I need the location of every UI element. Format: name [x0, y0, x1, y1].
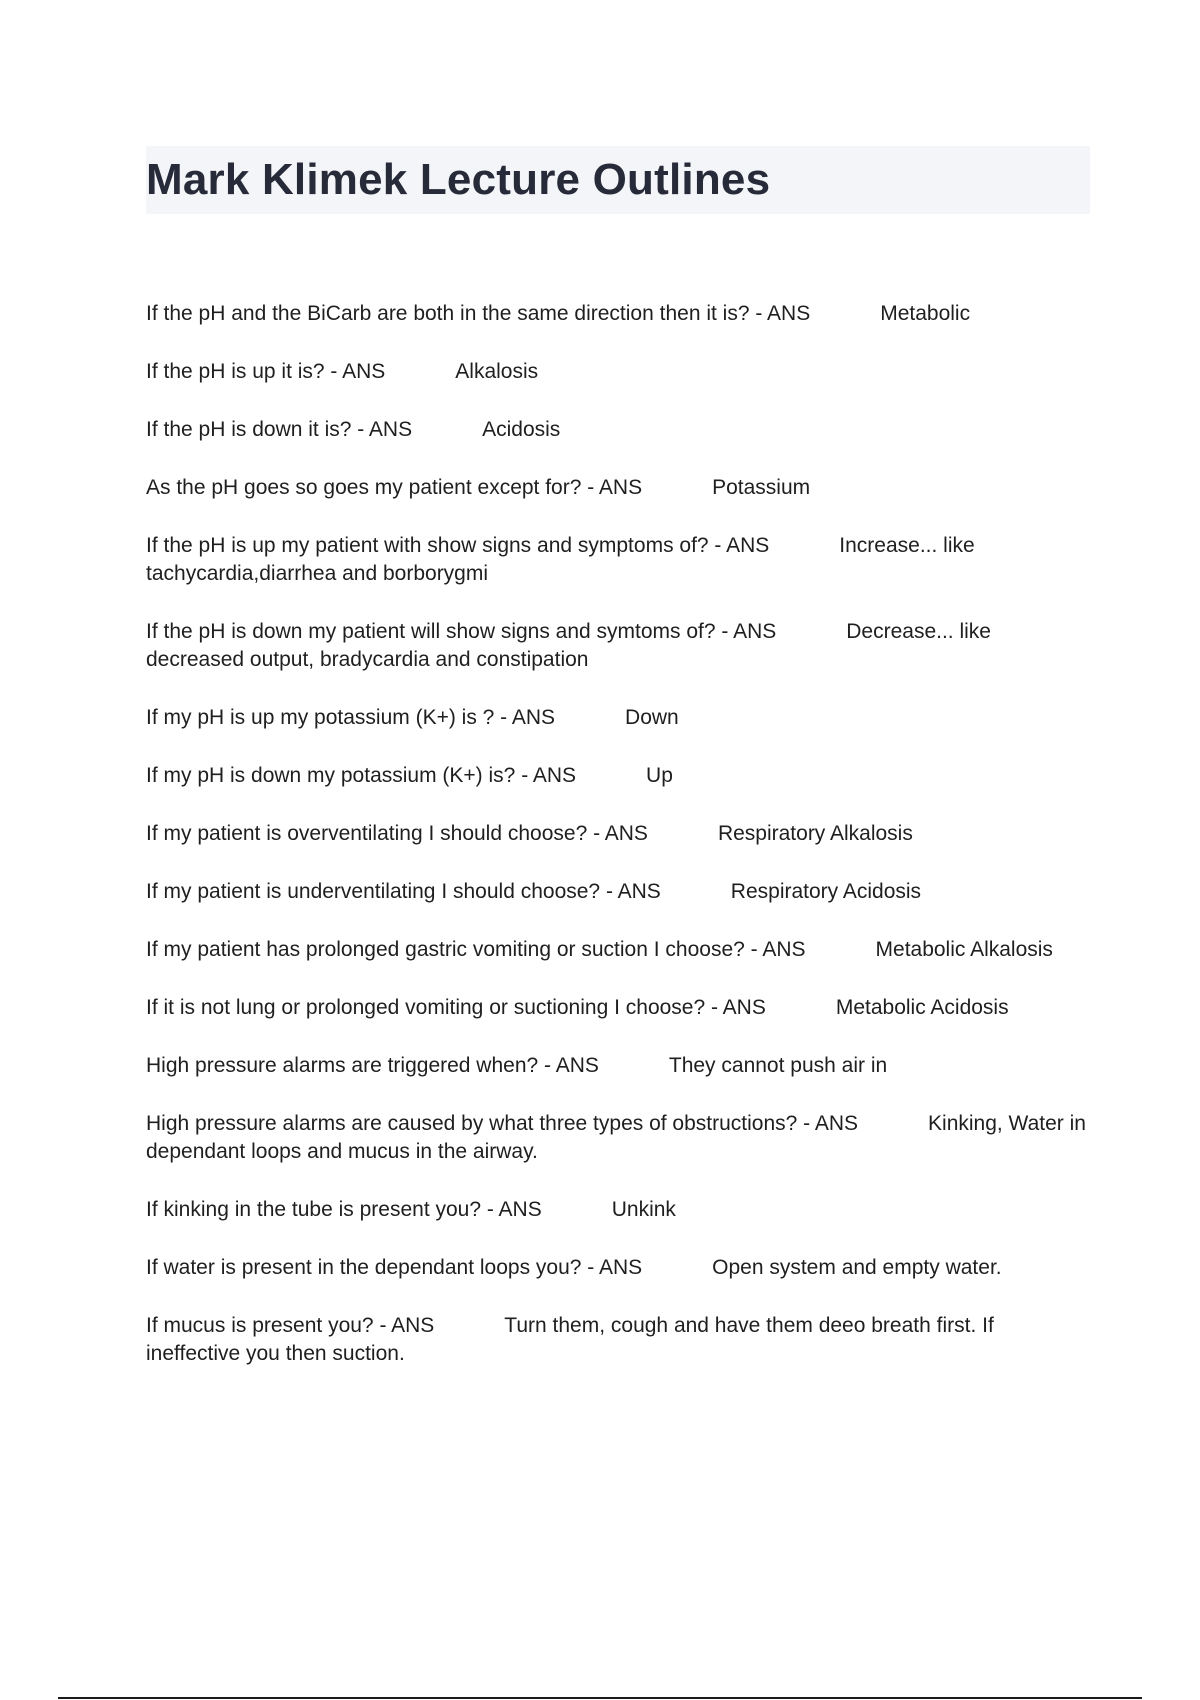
answer-text: Up: [646, 764, 673, 787]
question-text: If the pH is down my patient will show signs and symtoms of? - ANS: [146, 620, 777, 643]
qa-list: [146, 300, 1090, 1398]
question-text: If my pH is up my potassium (K+) is ? - ANS: [146, 706, 556, 729]
answer-text: Decrease... like decreased output, bradycardia and constipation: [146, 620, 991, 671]
question-text: If my patient is overventilating I should choose? - ANS: [146, 822, 648, 845]
answer-text: Increase... like tachycardia,diarrhea and borborygmi: [146, 534, 975, 585]
qa-item-5: [146, 532, 1090, 588]
qa-item-16: [146, 1254, 1090, 1282]
question-text: If the pH and the BiCarb are both in the same direction then it is? - ANS: [146, 302, 811, 325]
question-text: If kinking in the tube is present you? - ANS: [146, 1198, 542, 1221]
qa-item-2: [146, 358, 1090, 386]
question-text: If my patient has prolonged gastric vomiting or suction I choose? - ANS: [146, 938, 806, 961]
qa-item-13: [146, 1052, 1090, 1080]
answer-text: Respiratory Acidosis: [730, 880, 922, 903]
answer-text: Kinking, Water in dependant loops and mucus in the airway.: [146, 1112, 1086, 1163]
answer-text: Unkink: [611, 1198, 676, 1221]
answer-text: Open system and empty water.: [712, 1256, 1002, 1279]
qa-item-8: [146, 762, 1090, 790]
qa-item-17: [146, 1312, 1090, 1368]
qa-item-4: [146, 474, 1090, 502]
title-band: [146, 146, 1090, 214]
answer-text: Turn them, cough and have them deeo breath first. If ineffective you then suction.: [146, 1314, 994, 1365]
answer-text: Metabolic Alkalosis: [875, 938, 1053, 961]
question-text: If it is not lung or prolonged vomiting or suctioning I choose? - ANS: [146, 996, 766, 1019]
page-title: Mark Klimek Lecture Outlines: [146, 155, 771, 204]
answer-text: Respiratory Alkalosis: [717, 822, 913, 845]
qa-item-14: [146, 1110, 1090, 1166]
answer-text: Down: [625, 706, 679, 729]
qa-item-15: [146, 1196, 1090, 1224]
question-text: As the pH goes so goes my patient except for? - ANS: [146, 476, 643, 499]
question-text: High pressure alarms are caused by what three types of obstructions? - ANS: [146, 1112, 859, 1135]
answer-text: Acidosis: [482, 418, 561, 441]
footer-divider: [58, 1697, 1142, 1699]
question-text: If the pH is down it is? - ANS: [146, 418, 413, 441]
qa-item-7: [146, 704, 1090, 732]
qa-item-9: [146, 820, 1090, 848]
qa-item-11: [146, 936, 1090, 964]
question-text: If water is present in the dependant loops you? - ANS: [146, 1256, 643, 1279]
answer-text: Alkalosis: [455, 360, 539, 383]
answer-text: They cannot push air in: [668, 1054, 888, 1077]
question-text: If the pH is up my patient with show signs and symptoms of? - ANS: [146, 534, 770, 557]
question-text: If the pH is up it is? - ANS: [146, 360, 386, 383]
qa-item-12: [146, 994, 1090, 1022]
qa-item-6: [146, 618, 1090, 674]
answer-text: Metabolic Acidosis: [835, 996, 1009, 1019]
question-text: High pressure alarms are triggered when? - ANS: [146, 1054, 599, 1077]
answer-text: Metabolic: [880, 302, 971, 325]
answer-text: Potassium: [712, 476, 811, 499]
qa-item-3: [146, 416, 1090, 444]
question-text: If my pH is down my potassium (K+) is? - ANS: [146, 764, 577, 787]
question-text: If mucus is present you? - ANS: [146, 1314, 435, 1337]
qa-item-1: [146, 300, 1090, 328]
qa-item-10: [146, 878, 1090, 906]
question-text: If my patient is underventilating I should choose? - ANS: [146, 880, 661, 903]
